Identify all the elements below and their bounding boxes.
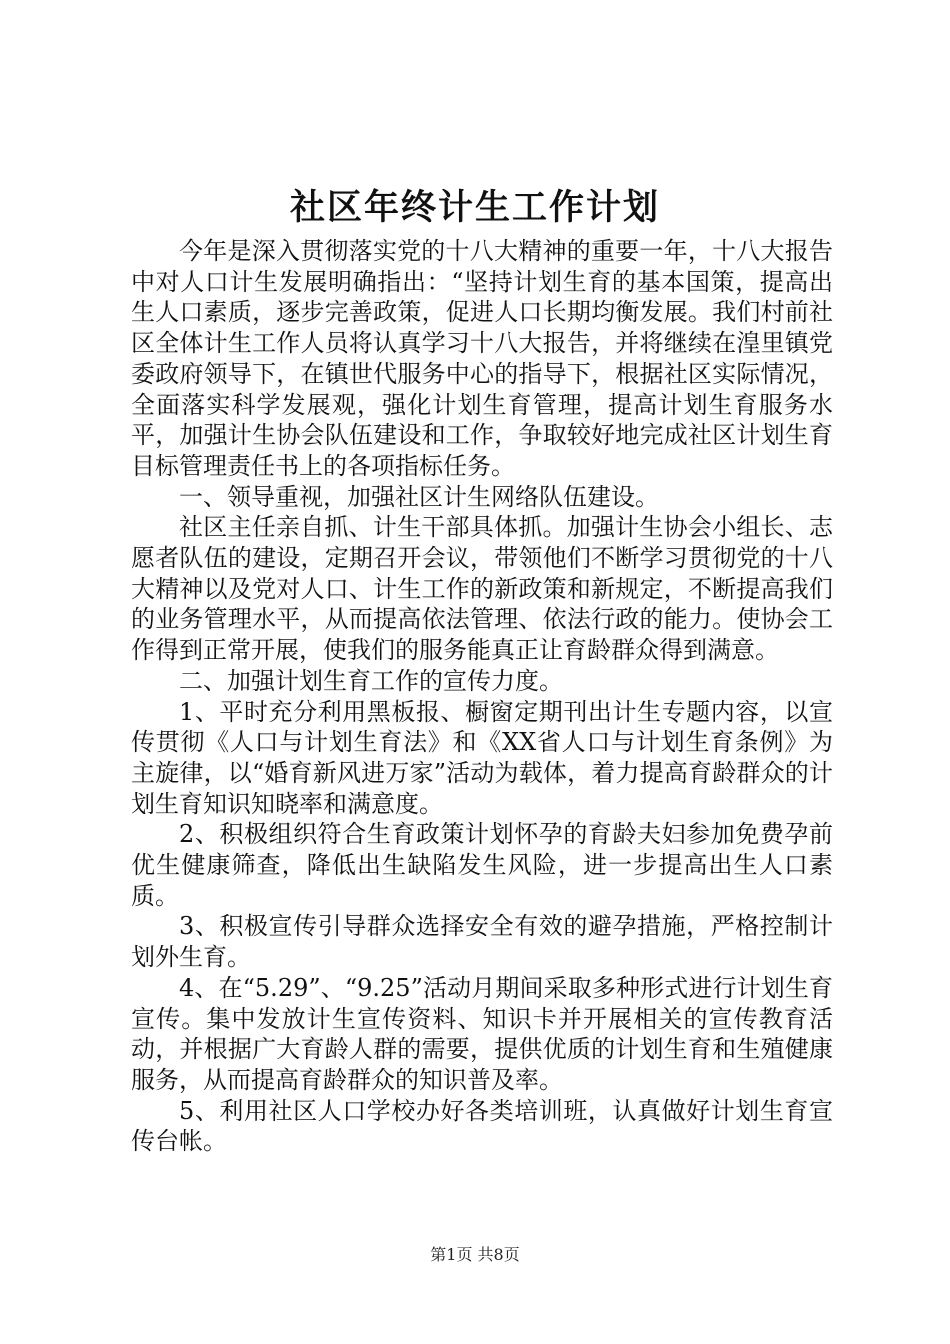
paragraph-heading-1: 一、领导重视，加强社区计生网络队伍建设。 — [179, 482, 659, 511]
paragraph-section-1: 社区主任亲自抓、计生干部具体抓。加强计生协会小组长、志愿者队伍的建设，定期召开会议，带领他们不断学习贯彻党的十八大精神以及党对人口、计生工作的新政策和新规定，不断提高我们的业务管理水平，从而提高依法管理、依法行政的能力。使协会工作得到正常开展，使我们的服务能真正让育龄群众得到满意。 — [131, 513, 833, 665]
paragraph-item-2: 2、积极组织符合生育政策计划怀孕的育龄夫妇参加免费孕前优生健康筛查，降低出生缺陷发生风险，进一步提高出生人口素质。 — [131, 820, 833, 910]
paragraph-heading-2: 二、加强计划生育工作的宣传力度。 — [179, 666, 563, 695]
document-body — [131, 236, 833, 1157]
page-number-footer: 第1页 共8页 — [430, 1245, 520, 1264]
paragraph-item-3: 3、积极宣传引导群众选择安全有效的避孕措施，严格控制计划外生育。 — [131, 912, 833, 972]
paragraph-item-4: 4、在“5.29”、“9.25”活动月期间采取多种形式进行计划生育宣传。集中发放计生宣传资料、知识卡并开展相关的宣传教育活动，并根据广大育龄人群的需要，提供优质的计划生育和生殖健康服务，从而提高育龄群众的知识普及率。 — [131, 973, 833, 1094]
paragraph-item-1: 1、平时充分利用黑板报、橱窗定期刊出计生专题内容，以宣传贯彻《人口与计划生育法》和《XX省人口与计划生育条例》为主旋律，以“婚育新风进万家”活动为载体，着力提高育龄群众的计划生育知识知晓率和满意度。 — [131, 697, 833, 818]
paragraph-intro: 今年是深入贯彻落实党的十八大精神的重要一年，十八大报告中对人口计生发展明确指出：“坚持计划生育的基本国策，提高出生人口素质，逐步完善政策，促进人口长期均衡发展。我们村前社区全体计生工作人员将认真学习十八大报告，并将继续在湟里镇党委政府领导下，在镇世代服务中心的指导下，根据社区实际情况，全面落实科学发展观，强化计划生育管理，提高计划生育服务水平，加强计生协会队伍建设和工作，争取较好地完成社区计划生育目标管理责任书上的各项指标任务。 — [131, 237, 833, 480]
paragraph-item-5: 5、利用社区人口学校办好各类培训班，认真做好计划生育宣传台帐。 — [131, 1096, 833, 1156]
document-title: 社区年终计生工作计划 — [289, 188, 660, 228]
